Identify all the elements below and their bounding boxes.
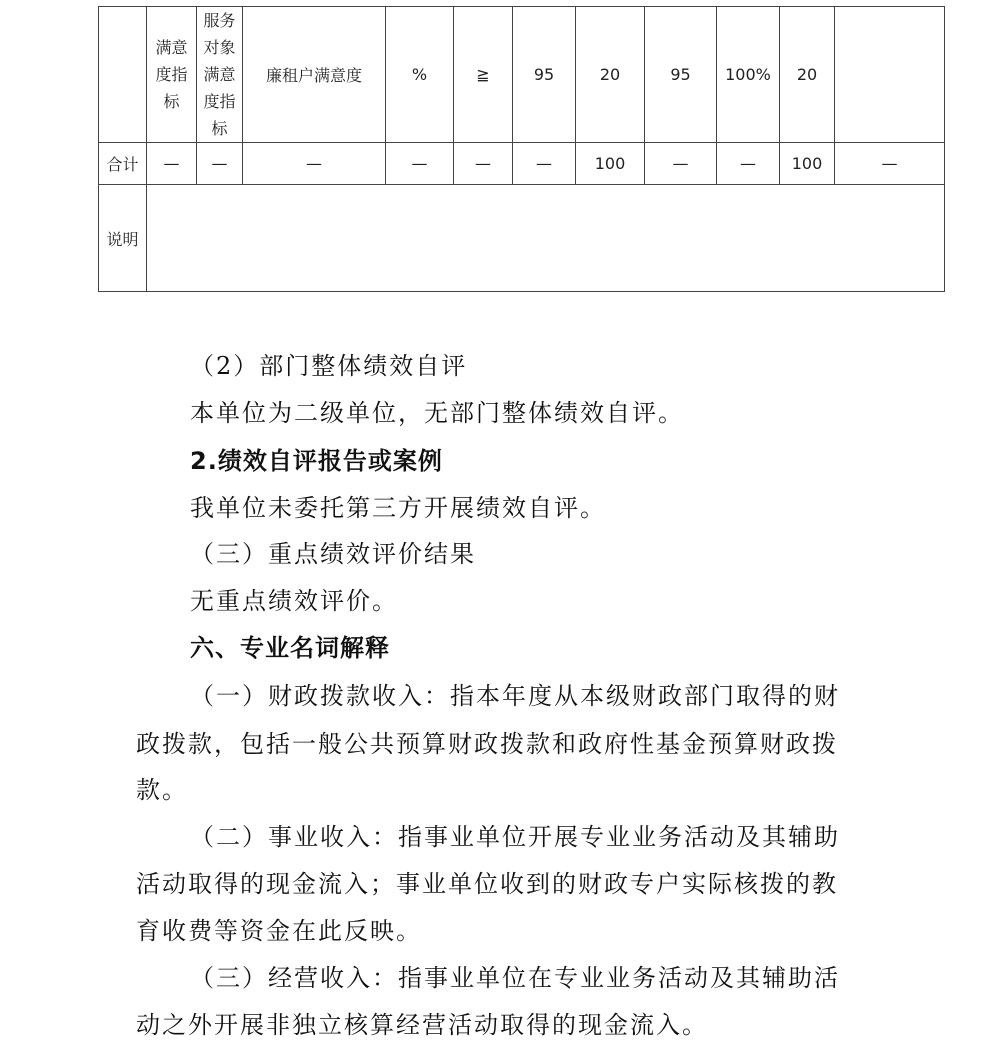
table-cell: — <box>454 143 513 185</box>
table-cell-total-label: 合计 <box>99 143 147 185</box>
table-cell <box>99 7 147 143</box>
table-cell: 95 <box>645 7 717 143</box>
table-cell <box>835 7 945 143</box>
cell-text: 满意 <box>203 65 236 84</box>
section-heading-bold: 六、专业名词解释 <box>190 634 390 662</box>
section-heading: （2）部门整体绩效自评 <box>190 352 468 380</box>
table-cell: — <box>243 143 386 185</box>
table-cell: 廉租户满意度 <box>243 7 386 143</box>
cell-text: 满意 <box>155 38 188 57</box>
table-cell <box>147 7 197 143</box>
paragraph: 无重点绩效评价。 <box>190 587 398 615</box>
table-row <box>99 143 945 185</box>
paragraph-line: 款。 <box>136 776 188 804</box>
table-row <box>99 185 945 292</box>
table-cell: — <box>835 143 945 185</box>
cell-text: 度指 <box>155 65 188 84</box>
table-cell: 100% <box>717 7 780 143</box>
cell-text: 对象 <box>203 38 236 57</box>
table-cell: % <box>386 7 454 143</box>
table-cell: — <box>197 143 243 185</box>
table-cell: 95 <box>513 7 576 143</box>
table-cell: — <box>147 143 197 185</box>
paragraph: 我单位未委托第三方开展绩效自评。 <box>190 494 606 522</box>
paragraph-line: 育收费等资金在此反映。 <box>136 917 422 945</box>
table-cell: — <box>717 143 780 185</box>
table-cell-note-label: 说明 <box>99 185 147 292</box>
paragraph-line: 动之外开展非独立核算经营活动取得的现金流入。 <box>136 1011 708 1039</box>
section-heading: （三）重点绩效评价结果 <box>190 540 476 568</box>
paragraph-line: （三）经营收入：指事业单位在专业业务活动及其辅助活 <box>190 964 840 992</box>
table-cell: — <box>386 143 454 185</box>
performance-table <box>98 6 945 292</box>
table-cell: 20 <box>576 7 645 143</box>
table-cell <box>197 7 243 143</box>
table-cell-note-content <box>147 185 945 292</box>
table-cell: — <box>513 143 576 185</box>
table-cell: ≧ <box>454 7 513 143</box>
table-row <box>99 7 945 143</box>
paragraph-line: 活动取得的现金流入；事业单位收到的财政专户实际核拨的教 <box>136 870 838 898</box>
cell-text: 标 <box>211 119 228 138</box>
table-cell: — <box>645 143 717 185</box>
table-cell: 100 <box>780 143 835 185</box>
cell-text: 服务 <box>203 11 236 30</box>
paragraph-line: （二）事业收入：指事业单位开展专业业务活动及其辅助 <box>190 823 840 851</box>
cell-text: 度指 <box>203 92 236 111</box>
section-heading-bold: 2.绩效自评报告或案例 <box>190 447 443 475</box>
table-cell: 100 <box>576 143 645 185</box>
table-cell: 20 <box>780 7 835 143</box>
paragraph-line: （一）财政拨款收入：指本年度从本级财政部门取得的财 <box>190 682 840 710</box>
paragraph: 本单位为二级单位，无部门整体绩效自评。 <box>190 399 684 427</box>
cell-text: 标 <box>163 92 180 111</box>
paragraph-line: 政拨款，包括一般公共预算财政拨款和政府性基金预算财政拨 <box>136 730 838 758</box>
